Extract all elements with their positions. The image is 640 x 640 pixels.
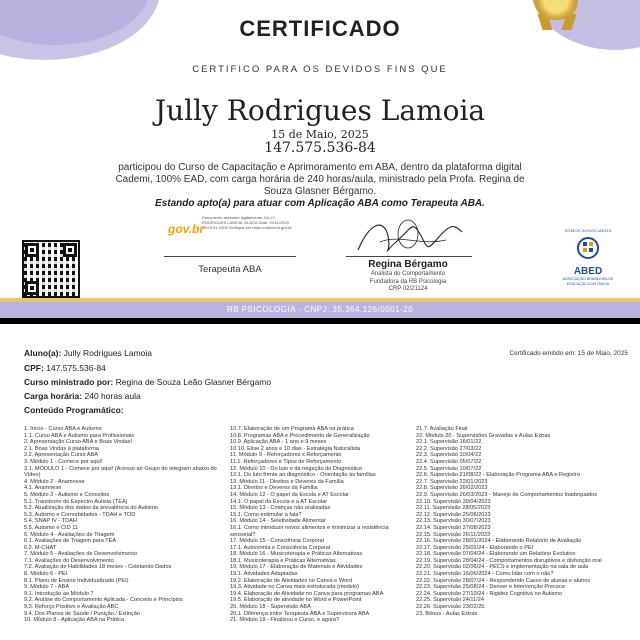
curso-value: Regina de Souza Leão Glasner Bérgamo [115, 377, 272, 387]
programa-item: 6. Módulo 4 - Avaliações de Triagem [24, 531, 115, 538]
programa-item: 18.1. Musicoterapia e Práticas Alternativas [230, 557, 336, 564]
qr-finder [25, 243, 39, 257]
programa-item: 11.1. Reforçadores e Tipos de Reforçamento [230, 458, 342, 465]
programa-item: 22.12. Supervisão 25/06/2023 [416, 511, 491, 518]
programa-item: 7. Módulo 5 - Avaliações de Desenvolvimento [24, 551, 138, 558]
programa-item: 22.14. Supervisão 27/08/2023 [416, 524, 491, 531]
programa-item: 11. Módulo 9 - Reforçadores x Reforçamento [230, 452, 342, 459]
programa-item: 10. Módulo 8 - Aplicação ABA na Prática [24, 617, 125, 624]
curso-row [24, 377, 271, 387]
programa-item: 2. Apresentação Curso ABA e Boas Vindas! [24, 439, 133, 446]
programa-item: 22.15. Supervisão 26/11/2023 [416, 531, 491, 538]
cpf-row [24, 363, 106, 373]
programa-item: 22.23. Supervisão 25/08/24 - Denver e Intervenção Precoce [416, 584, 565, 591]
programa-item: 20.1. Diferença entre Terapeuta ABA e Supervisora ABA [230, 610, 370, 617]
certificate-title: CERTIFICADO [239, 16, 401, 41]
right-signature-name: Regina Bérgamo [368, 259, 448, 270]
programa-item: 12. Módulo 10 - Do luto e da negação do Diagnóstico [230, 465, 363, 472]
programa-item: 6.2. M-CHAT [24, 544, 57, 551]
certificate-cpf: 147.575.536-84 [264, 140, 376, 156]
programa-item: 10.8. Programas ABA e Procedimento de Generalização [230, 432, 370, 439]
programa-item: 22.1. Supervisão 16/01/22 [416, 439, 482, 446]
programa-item: 22.25. Supervisão 24/11/24 [416, 597, 485, 604]
programa-item: 17.1. Autonomia e Consciência Corporal [230, 544, 331, 551]
programa-item: 4. Módulo 2 - Anamnese [24, 478, 85, 485]
abed-logo-icon [574, 236, 602, 260]
programa-item: 22.19. Supervisão 28/04/24 - Comportamentos disruptivos e disfunção oral [416, 557, 602, 564]
qr-finder [63, 243, 77, 257]
programa-item: 23. Bônus - Aulas Extras [416, 610, 478, 617]
programa-item: 8. Módulo 6 - PEI [24, 571, 68, 578]
programa-item: 19.3. Atividade no Canva mais estruturada (modelo) [230, 584, 360, 591]
programa-item: 22.13. Supervisão 30/07/2023 [416, 518, 491, 525]
programa-item: 22.22. Supervisão 28/07/24 - Respondendo Casos de alunas e alunos [416, 577, 591, 584]
qr-code[interactable] [22, 240, 80, 298]
certificate-apto-text: Estando apto(a) para atuar com Aplicação ABA como Terapeuta ABA. [155, 198, 485, 209]
programa-item: 9.4. Dos Planos de Saúde / Punição / Extinção [24, 610, 140, 617]
cpf-label: CPF: [24, 363, 44, 373]
qr-finder [25, 281, 39, 295]
programa-item: 21.7. Avaliação Final [416, 426, 468, 432]
programa-item: 22.11. Supervisão 28/05/2023 [416, 505, 491, 512]
programa-item: 14.1. O papel da Escola e a AT Escolar [230, 498, 328, 505]
programa-item: 22.18. Supervisão 07/04/24 - Elaborando um Relatório Evolutivo [416, 551, 576, 558]
programa-item: 22.2. Supervisão 27/03/22 [416, 445, 482, 452]
programa-item: 22. Módulo 20 - Supervisões Gravadas e Aulas Extras [416, 432, 551, 439]
programa-item: 5.4. SNAP IV - TDAH [24, 518, 77, 525]
programa-item: 21. Módulo 19 - Finalizou o Curso, e agora? [230, 617, 340, 624]
programa-item: 12.1. Do luto frente ao diagnóstico - Orientação às famílias [230, 472, 376, 479]
programa-item: 19.1. Atividades Adaptadas [230, 571, 298, 578]
carga-value: 240 horas aula [84, 391, 141, 401]
abed-name: ABED [573, 266, 603, 277]
programa-item: 1. Início - Curso ABA e Autismo [24, 426, 102, 432]
programa-item: 5.1. Transtorno do Espectro Autista (TEA) [24, 498, 128, 505]
programa-item: 6.1. Avaliações de Triagem para TEA [24, 538, 117, 545]
programa-item: 16. Módulo 14 - Seletividade Alimentar [230, 518, 326, 525]
certificate-subtitle: CERTIFICO PARA OS DEVIDOS FINS QUE [192, 64, 448, 75]
programa-item: 5.3. Autismo e Comorbidades - TDAH e TOD [24, 511, 136, 518]
programa-item: 9. Módulo 7 - ABA [24, 584, 70, 591]
certificate-footer: RB PSICOLOGIA - CNPJ: 35.364.126/0001-20 [0, 302, 640, 318]
carga-row [24, 391, 141, 401]
programa-item: 22.21. Supervisão 16/06/2024 - Como lidar com o não? [416, 571, 554, 578]
programa-item: 22.9. Supervisão 26/03/2023 - Manejo de Comportamentos Inadequados [416, 491, 597, 498]
aluno-row [24, 348, 152, 358]
programa-item: 22.16. Supervisão 28/01/2024 - Elaborando Relatório de Avaliação [416, 538, 582, 545]
abed-tag: SOMOS ASSOCIADOS [564, 228, 612, 233]
programa-item: 9.2. Análise do Comportamento Aplicada - Conceito e Princípios [24, 597, 183, 604]
programa-item: 3.1. MÓDULO 1 - Comece por aqui! (Acesso ao Grupo do telegram abaixo do Vídeo) [24, 465, 217, 479]
programa-item: 9.3. Reforço Positivo e Avaliação ABC [24, 604, 119, 611]
emitido-date: Certificado emitido em: 15 de Maio, 2025 [509, 350, 628, 357]
student-name: Jully Rodrigues Lamoia [154, 94, 486, 127]
programa-title: Conteúdo Programático: [24, 405, 124, 415]
signature-role-line: CRP 02/21124 [388, 286, 428, 292]
programa-item: 19. Módulo 17 - Elaboração de Materiais e Atividades [230, 564, 363, 571]
curso-label: Curso ministrado por: [24, 377, 114, 387]
right-signature-role [338, 271, 478, 294]
programa-item: 9.1. Introdução ao Módulo 7 [24, 590, 94, 597]
programa-item: 22.20. Supervisão 02/06/24 - PECS e implementação na sala de aula [416, 564, 589, 571]
programa-item: 10.9. Aplicação ABA - 1 ano e 9 meses [230, 439, 327, 446]
programa-item: 22.8. Supervisão 26/02/2023 [416, 485, 488, 492]
programa-item: 2.2. Apresentação Curso ABA [24, 452, 99, 459]
signature-role-line: Analista do Comportamento [370, 271, 446, 277]
programa-item: 22.7. Supervisão 22/01/2023 [416, 478, 488, 485]
carga-label: Carga horária: [24, 391, 83, 401]
programa-item: 5.5. Autismo e CID 11 [24, 524, 78, 531]
programa-item: 13.1. Direitos e Deveres da Família [230, 485, 318, 492]
content-page [0, 324, 640, 640]
programa-column-2 [230, 426, 410, 624]
signature-line [346, 256, 472, 257]
programa-item: 5.2. Atualização dos dados da prevalência do Autismo [24, 505, 159, 512]
programa-item: 20. Módulo 18 - Supervisão ABA [230, 604, 311, 611]
handwritten-signature [350, 212, 470, 258]
left-signature-label: Terapeuta ABA [198, 264, 262, 275]
programa-item: 22.4. Supervisão 05/07/22 [416, 458, 482, 465]
cpf-value: 147.575.536-84 [46, 363, 106, 373]
programa-item: 22.6. Supervisão 21/08/22 - Elaboração Programa ABA e Registro [416, 472, 580, 479]
programa-item: 7.1. Avaliações do Desenvolvimento [24, 557, 114, 564]
programa-column-1 [24, 426, 224, 624]
aluno-value: Jully Rodrigues Lamoia [63, 348, 153, 358]
programa-item: 7.2. Avaliação de Habilidades 18 meses - Coletando Dados [24, 564, 172, 571]
programa-column-3 [416, 426, 616, 617]
signature-role-line: Fundadora da RB Psicologia [369, 278, 447, 285]
programa-item: 19.2. Elaboração de Atividades no Canva e Word [230, 577, 353, 584]
programa-item: 22.10. Supervisão 30/04/2023 [416, 498, 491, 505]
programa-item: 22.3. Supervisão 10/04/22 [416, 452, 482, 459]
signature-line [164, 256, 296, 257]
programa-item: 22.5. Supervisão 10/07/22 [416, 465, 482, 472]
programa-item: 10.10. Elise 2 anos e 10 dias - Estratégia Naturalista [230, 445, 361, 452]
programa-item: 14. Módulo 12 - O papel da Escola e AT Escolar [230, 491, 349, 498]
aluno-label: Aluno(a): [24, 348, 62, 358]
programa-item: 3. Módulo 1 - Comece por aqui! [24, 458, 103, 465]
programa-item: 5. Módulo 3 - Autismo e Conceitos [24, 491, 110, 498]
programa-item: 22.17. Supervisão 25/02/24 - Elaborando o PEI [416, 544, 534, 551]
abed-badge [560, 228, 616, 286]
programa-item: 17. Módulo 15 - Consciência Corporal [230, 538, 324, 545]
programa-item: 2.1. Boas Vindas à plataforma [24, 445, 99, 452]
certificate-page [0, 0, 640, 318]
programa-item: 10.7. Elaboração de um Programa ABA na prática [230, 426, 354, 432]
certificate-date: 15 de Maio, 2025 [271, 128, 369, 141]
govbr-signature-text: Documento assinado digitalmente JULLY RODRIGUES LAMOIA VILACA Data: 15/11/2025 13:03:51-0300 Verifique em https://validar.iti.gov.br [202, 215, 292, 230]
abed-description: ASSOCIAÇÃO BRASILEIRA DE EDUCAÇÃO A DISTÂNCIA [562, 277, 614, 286]
programa-item: 18. Módulo 16 - Musicoterapia e Práticas Alternativas [230, 551, 363, 558]
govbr-logo: gov.br [168, 222, 205, 236]
programa-item: 16.1. Como introduzir novos alimentos e minimizar a resistência sensorial? [230, 524, 389, 538]
certificate-body [110, 162, 530, 210]
programa-item: 4.1. Anamnese [24, 485, 62, 492]
programa-item: 1.1. Curso ABA e Autismo para Profissionais [24, 432, 135, 439]
programa-item: 15. Módulo 13 - Crianças não oralizadas [230, 505, 331, 512]
programa-item: 22.26. Supervisão 23/02/25 [416, 604, 485, 611]
certificate-body-text: participou do Curso de Capacitação e Aprimoramento em ABA, dentro da plataforma digital Cademi, 100% EAD, com carga horária de 240 horas/aula, ministrado pela Profa. Regina de Souza Glasner Bérgamo. [115, 162, 525, 197]
programa-item: 13. Módulo 11 - Direitos e Deveres da Família [230, 478, 344, 485]
programa-item: 19.5. Elaboração de atividade no Word e PowerPoint [230, 597, 362, 604]
programa-item: 19.4. Elaboração de Atividade no Canva para programas ABA [230, 590, 384, 597]
programa-item: 15.1. Como estimular a fala? [230, 511, 302, 518]
programa-item: 8.1. Plano de Ensino Individualizado (PEI) [24, 577, 129, 584]
programa-item: 22.24. Supervisão 27/10/24 - Rigidez Cognitiva no Autismo [416, 590, 563, 597]
